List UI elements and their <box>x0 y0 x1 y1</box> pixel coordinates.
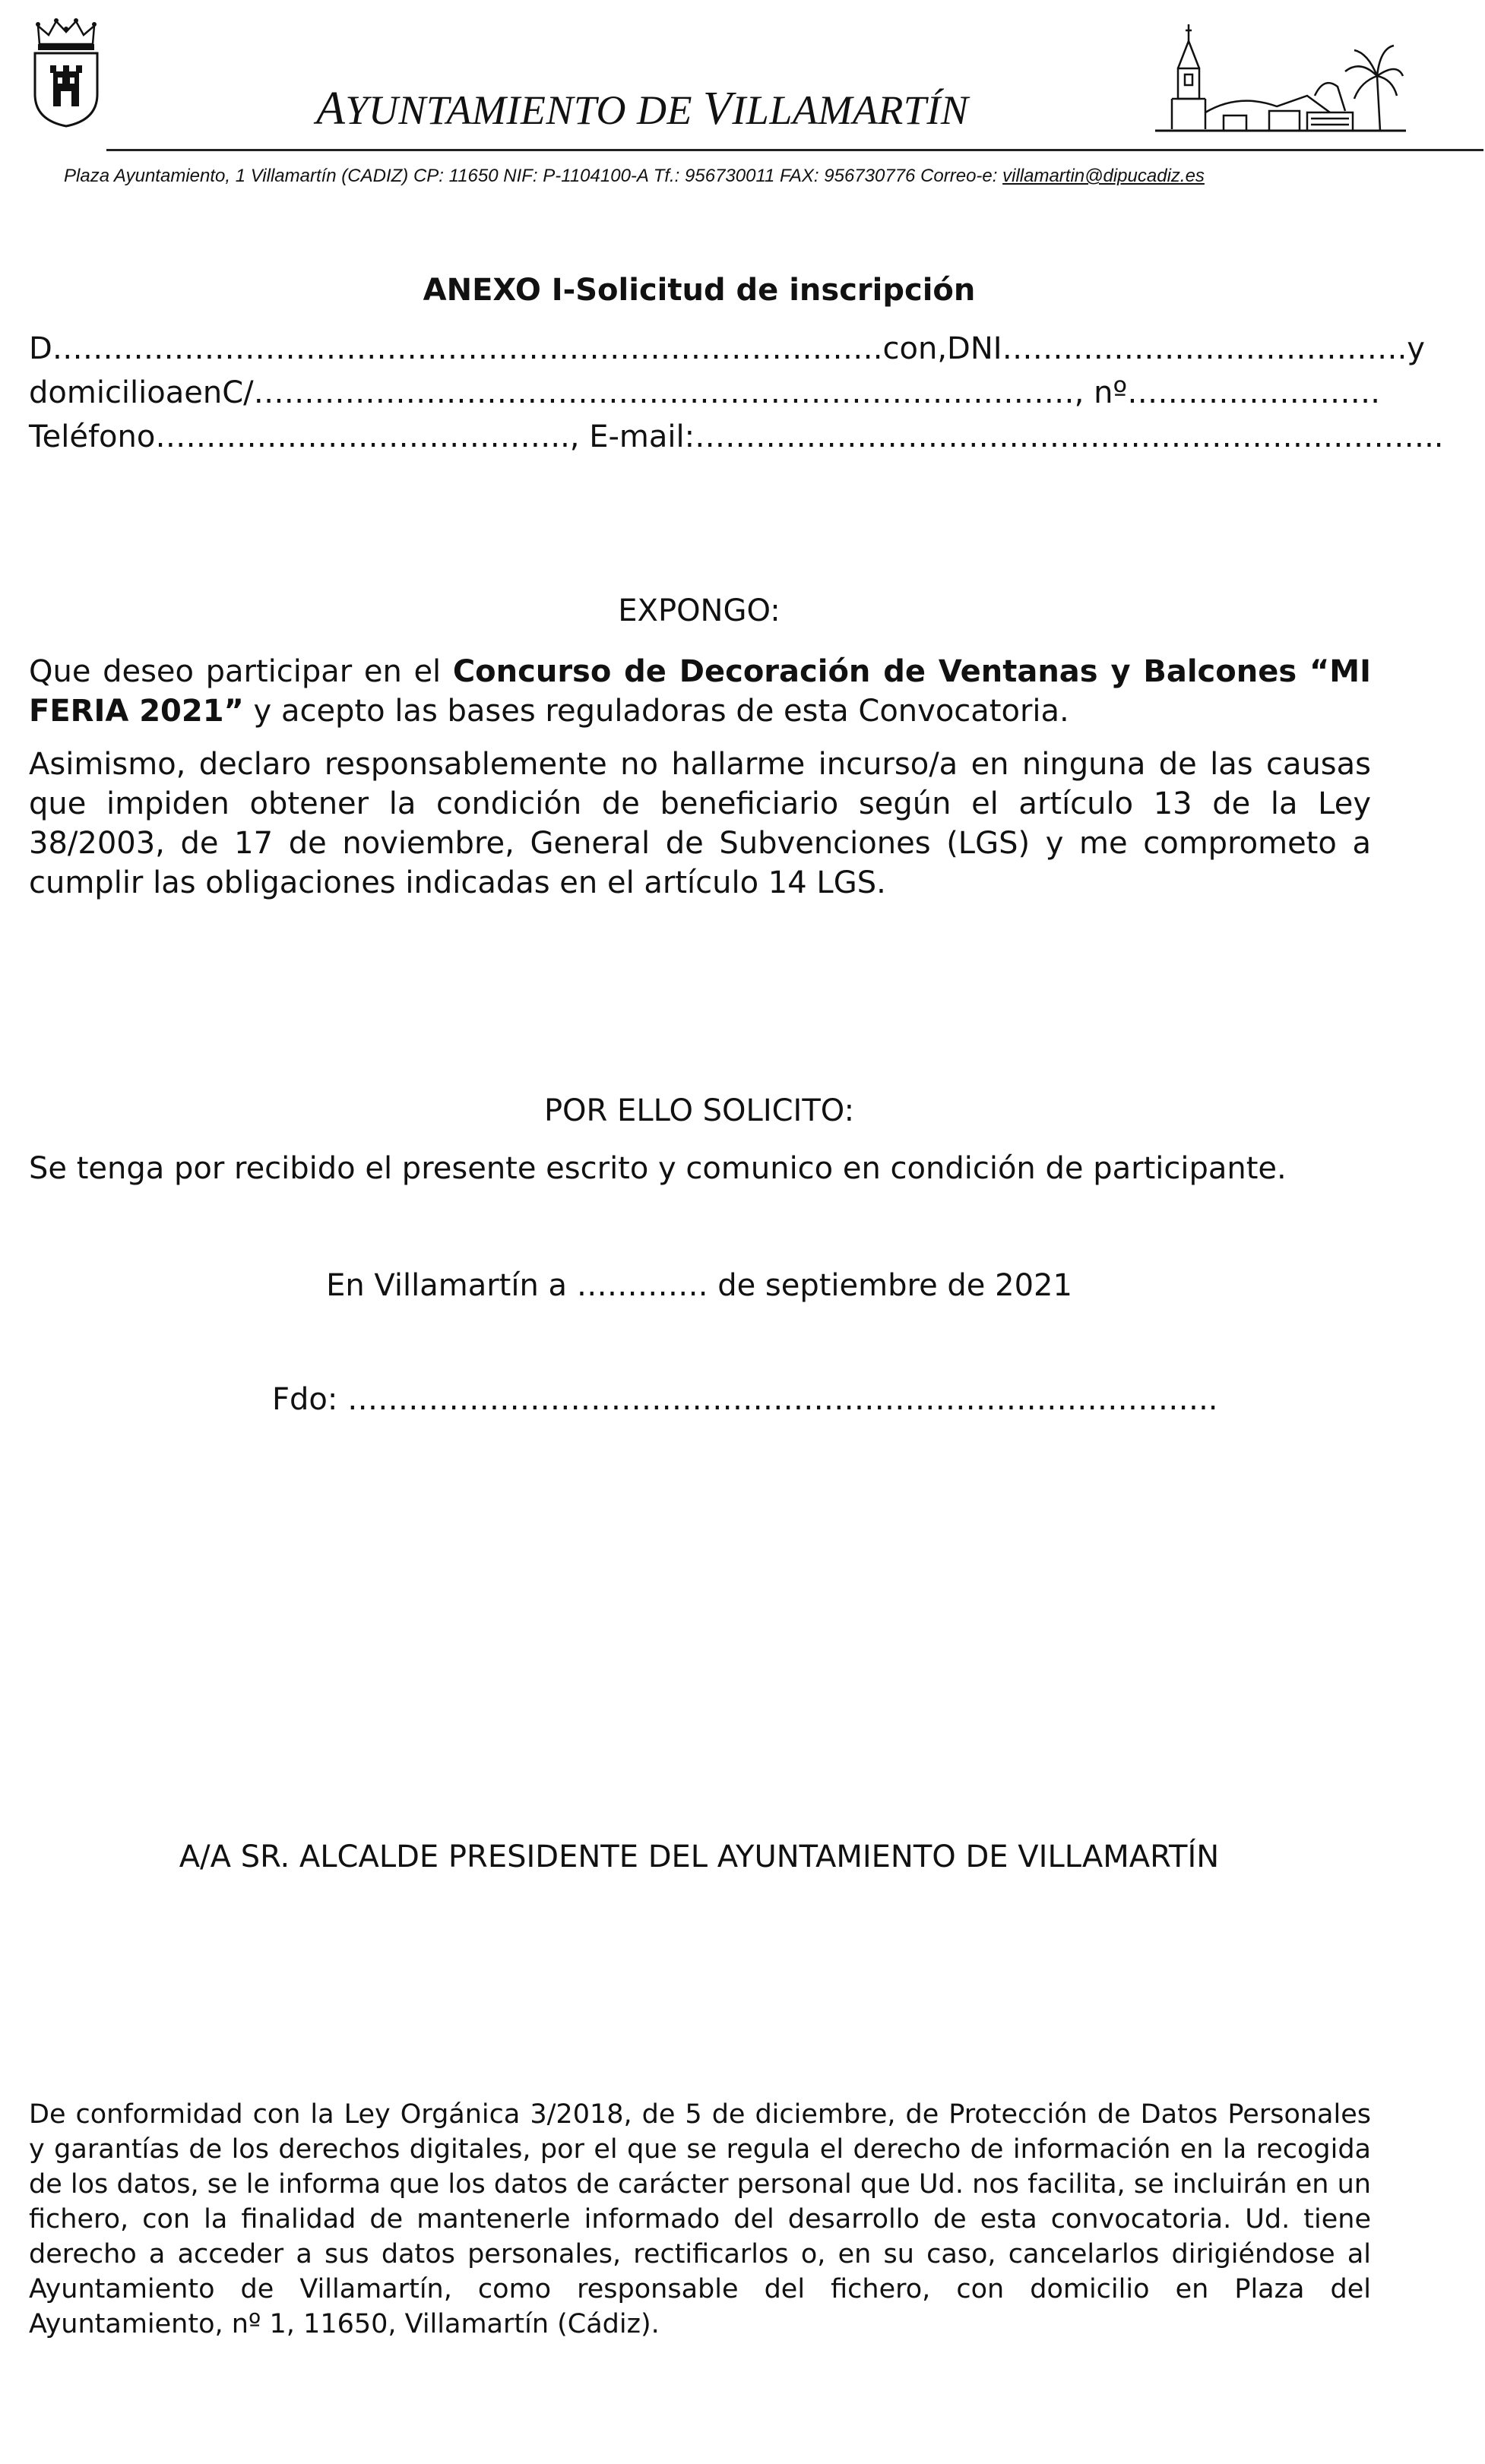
email-field[interactable]: ……………………………………………………………….. <box>695 419 1444 454</box>
dni-field[interactable]: DNI………………………………….y <box>947 331 1425 366</box>
data-protection-notice: De conformidad con la Ley Orgánica 3/2018, de 5 de diciembre, de Protección de Datos Personales y garantías de los derechos digitales, por el que se regula el derecho de información en la recogida de los datos, se le informa que los datos de carácter personal que Ud. nos facilita, se incluirán en un fichero, con la finalidad de mantenerle informado del desarrollo de esta convocatoria. Ud. tiene derecho a acceder a sus datos personales, rectificarlos o, en su caso, cancelarlos dirigiéndose al Ayuntamiento de Villamartín, como responsable del fichero, con domicilio en Plaza del Ayuntamiento, nº 1, 11650, Villamartín (Cádiz). <box>29 2099 1371 2339</box>
town-skyline-logo <box>1155 23 1406 137</box>
street-field[interactable]: C/………………………………………………………………………, nº <box>222 375 1128 410</box>
phone-field[interactable]: Teléfono………………………………….., E-mail: <box>29 419 695 454</box>
name-field[interactable]: D……………………………………………………………………….con, <box>29 331 948 366</box>
participation-paragraph: Que deseo participar en el Concurso de Decoración de Ventanas y Balcones “MI FERIA 2021” y acepto las bases reguladoras de esta Convocatoria. <box>29 654 1371 729</box>
declaration-paragraph: Asimismo, declaro responsablemente no hallarme incurso/a en ninguna de las causas que impiden obtener la condición de beneficiario según el artículo 13 de la Ley 38/2003, de 17 de noviembre, General de Subvenciones (LGS) y me comprometo a cumplir las obligaciones indicadas en el artículo 14 LGS. <box>29 747 1371 900</box>
address-line: Plaza Ayuntamiento, 1 Villamartín (CADIZ) CP: 11650 NIF: P-1104100-A Tf.: 956730011 FAX: 956730776 Correo-e: villamartin@dipucadiz.es <box>64 166 1205 186</box>
contest-name: Concurso de Decoración de Ventanas y Balcones “MI FERIA 2021” <box>29 654 1371 729</box>
date-line: En Villamartín a …………. de septiembre de 2021 <box>326 1268 1072 1303</box>
header-divider <box>106 149 1483 151</box>
coat-of-arms-logo <box>30 15 103 129</box>
address-field-line <box>29 371 1380 415</box>
applicant-fields <box>29 327 1444 459</box>
addressee-line: A/A SR. ALCALDE PRESIDENTE DEL AYUNTAMIENTO DE VILLAMARTÍN <box>179 1839 1220 1874</box>
expongo-heading: EXPONGO: <box>618 593 780 628</box>
label-domicilio: domicilio <box>29 375 166 410</box>
email-link[interactable]: villamartin@dipucadiz.es <box>1002 166 1205 186</box>
organization-title: AYUNTAMIENTO DE VILLAMARTÍN <box>316 83 969 134</box>
label-a: a <box>165 375 185 410</box>
name-dni-line <box>29 327 1425 371</box>
solicito-heading: POR ELLO SOLICITO: <box>543 1093 855 1128</box>
phone-email-line <box>29 415 1444 459</box>
label-en: en <box>184 375 223 410</box>
request-paragraph: Se tenga por recibido el presente escrito y comunico en condición de participante. <box>29 1151 1287 1186</box>
number-field[interactable]: ……………………. <box>1127 375 1380 410</box>
signature-line[interactable]: Fdo: ………………………………………………………………………….. <box>272 1382 1218 1417</box>
document-title: ANEXO I-Solicitud de inscripción <box>423 273 976 308</box>
